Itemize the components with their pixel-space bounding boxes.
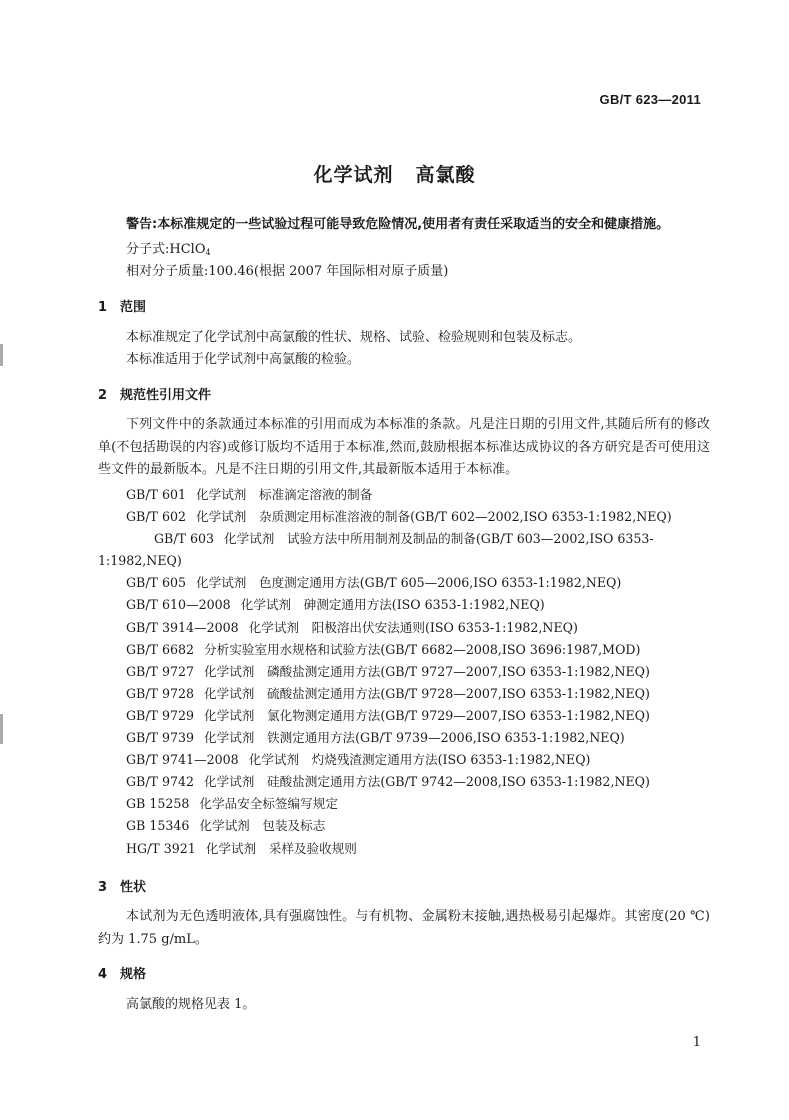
reference-title: 化学试剂 包装及标志 bbox=[199, 818, 326, 834]
reference-item bbox=[98, 506, 718, 528]
section-number: 1 bbox=[98, 300, 108, 315]
section-1-heading bbox=[98, 296, 146, 315]
formula-subscript: 4 bbox=[205, 248, 211, 257]
section-3-heading bbox=[98, 876, 146, 895]
standard-code: GB/T 623—2011 bbox=[599, 92, 701, 107]
reference-title: 化学试剂 硫酸盐测定通用方法(GB/T 9728—2007,ISO 6353-1:1982,NEQ) bbox=[204, 685, 650, 701]
section-number: 3 bbox=[98, 880, 108, 895]
section-number: 4 bbox=[98, 967, 108, 982]
reference-item bbox=[98, 528, 718, 572]
reference-title: 化学试剂 采样及验收规则 bbox=[205, 840, 357, 856]
reference-code: GB/T 9727 bbox=[126, 663, 195, 679]
reference-item bbox=[98, 617, 718, 639]
reference-title: 化学试剂 氯化物测定通用方法(GB/T 9729—2007,ISO 6353-1:1982,NEQ) bbox=[204, 707, 650, 723]
title-part-2: 高氯酸 bbox=[415, 164, 476, 186]
reference-item bbox=[98, 639, 718, 661]
reference-item bbox=[98, 838, 718, 860]
title-part-1: 化学试剂 bbox=[313, 164, 394, 186]
section-title: 规范性引用文件 bbox=[120, 388, 212, 403]
reference-code: GB/T 602 bbox=[126, 509, 186, 525]
reference-item bbox=[98, 661, 718, 683]
reference-code: GB/T 6682 bbox=[126, 641, 195, 657]
section-4-heading bbox=[98, 963, 146, 982]
reference-title: 分析实验室用水规格和试验方法(GB/T 6682—2008,ISO 3696:1987,MOD) bbox=[204, 641, 641, 657]
section-number: 2 bbox=[98, 388, 108, 403]
scan-edge-mark bbox=[0, 714, 3, 744]
reference-title: 化学试剂 磷酸盐测定通用方法(GB/T 9727—2007,ISO 6353-1:1982,NEQ) bbox=[204, 663, 650, 679]
safety-warning: 警告:本标准规定的一些试验过程可能导致危险情况,使用者有责任采取适当的安全和健康措施。 bbox=[126, 217, 670, 232]
section-1-paragraph-1: 本标准规定了化学试剂中高氯酸的性状、规格、试验、检验规则和包装及标志。 bbox=[126, 330, 582, 345]
page-number: 1 bbox=[692, 1035, 701, 1050]
scan-edge-mark bbox=[0, 344, 3, 366]
reference-item bbox=[98, 815, 718, 837]
reference-item bbox=[98, 727, 718, 749]
reference-item bbox=[98, 572, 718, 594]
reference-code: GB/T 9742 bbox=[126, 774, 195, 790]
molecular-mass: 相对分子质量:100.46(根据 2007 年国际相对原子质量) bbox=[126, 264, 449, 279]
reference-title: 化学试剂 砷测定通用方法(ISO 6353-1:1982,NEQ) bbox=[240, 597, 545, 613]
section-1-paragraph-2: 本标准适用于化学试剂中高氯酸的检验。 bbox=[126, 352, 361, 367]
reference-title: 化学试剂 标准滴定溶液的制备 bbox=[196, 487, 373, 502]
reference-code: GB/T 9729 bbox=[126, 707, 195, 723]
reference-code: HG/T 3921 bbox=[126, 840, 196, 856]
reference-item bbox=[98, 749, 718, 771]
reference-title: 化学试剂 色度测定通用方法(GB/T 605—2006,ISO 6353-1:1982,NEQ) bbox=[196, 575, 622, 591]
reference-title: 化学试剂 杂质测定用标准溶液的制备(GB/T 602—2002,ISO 6353-1:1982,NEQ) bbox=[196, 509, 672, 525]
section-title: 范围 bbox=[120, 300, 147, 315]
reference-title: 化学试剂 铁测定通用方法(GB/T 9739—2006,ISO 6353-1:1982,NEQ) bbox=[204, 730, 625, 746]
reference-code: GB 15258 bbox=[126, 796, 190, 812]
normative-references-list bbox=[98, 484, 718, 860]
reference-code: GB/T 3914—2008 bbox=[126, 619, 239, 635]
reference-title: 化学试剂 试验方法中所用制剂及制品的制备(GB/T 603—2002,ISO 6353-1:1982,NEQ) bbox=[98, 531, 654, 569]
reference-code: GB 15346 bbox=[126, 818, 190, 834]
section-2-heading bbox=[98, 384, 211, 403]
reference-title: 化学品安全标签编写规定 bbox=[199, 796, 338, 812]
reference-code: GB/T 9739 bbox=[126, 730, 195, 746]
reference-code: GB/T 9728 bbox=[126, 685, 195, 701]
section-title: 规格 bbox=[120, 967, 147, 982]
reference-code: GB/T 605 bbox=[126, 575, 186, 591]
reference-code: GB/T 603 bbox=[154, 531, 214, 547]
reference-item bbox=[98, 793, 718, 815]
reference-item bbox=[98, 705, 718, 727]
formula-label: 分子式:HClO bbox=[126, 242, 206, 257]
reference-code: GB/T 610—2008 bbox=[126, 597, 231, 613]
reference-item bbox=[98, 771, 718, 793]
section-2-intro: 下列文件中的条款通过本标准的引用而成为本标准的条款。凡是注日期的引用文件,其随后所有的修改单(不包括勘误的内容)或修订版均不适用于本标准,然而,鼓励根据本标准达成协议的各方研究是否可使用这些文件的最新版本。凡是不注日期的引用文件,其最新版本适用于本标准。 bbox=[98, 417, 710, 477]
reference-item bbox=[98, 594, 718, 616]
section-4-paragraph: 高氯酸的规格见表 1。 bbox=[126, 997, 256, 1012]
reference-code: GB/T 601 bbox=[126, 487, 186, 502]
section-title: 性状 bbox=[120, 880, 147, 895]
reference-title: 化学试剂 硅酸盐测定通用方法(GB/T 9742—2008,ISO 6353-1:1982,NEQ) bbox=[204, 774, 650, 790]
reference-item bbox=[98, 683, 718, 705]
section-3-paragraph: 本试剂为无色透明液体,具有强腐蚀性。与有机物、金属粉末接触,遇热极易引起爆炸。其密度(20 ℃)约为 1.75 g/mL。 bbox=[98, 909, 710, 947]
reference-item bbox=[98, 484, 718, 506]
reference-title: 化学试剂 阳极溶出伏安法通则(ISO 6353-1:1982,NEQ) bbox=[248, 619, 578, 635]
document-title bbox=[0, 160, 789, 187]
reference-title: 化学试剂 灼烧残渣测定通用方法(ISO 6353-1:1982,NEQ) bbox=[248, 752, 591, 768]
reference-code: GB/T 9741—2008 bbox=[126, 752, 239, 768]
